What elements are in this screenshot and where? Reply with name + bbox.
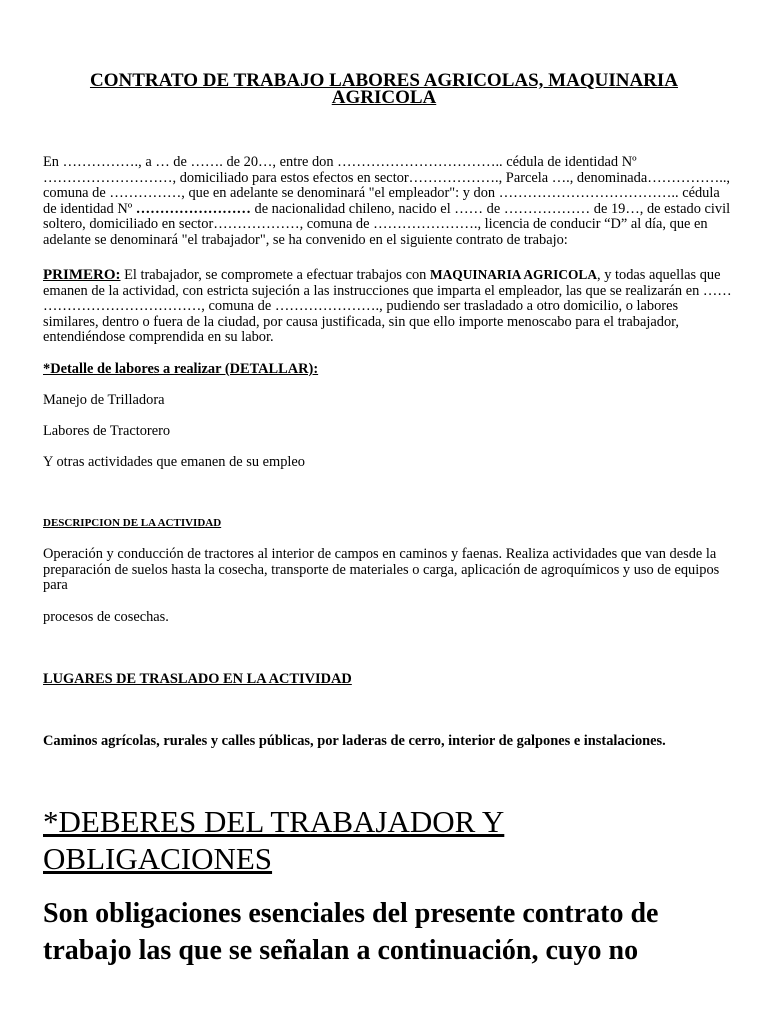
lugares-text: Caminos agrícolas, rurales y calles públicas, por laderas de cerro, interior de galpones e instalaciones. xyxy=(43,733,666,749)
descripcion-text-2: procesos de cosechas. xyxy=(43,609,169,625)
clause-primero-text-a: El trabajador, se compromete a efectuar trabajos con xyxy=(120,267,430,283)
labor-item-2: Labores de Tractorero xyxy=(43,423,171,439)
intro-text: En ……………., a … de ……. de 20…, entre don …………………………….. cédula de identidad Nº ………………………, domiciliado para estos efectos en sector………………., Parcela …., denominada…………….., comuna de ……………, que en adelante se denominará "el empleador": y don ……………………………….. cédula de identidad Nº xyxy=(43,154,731,217)
intro-paragraph xyxy=(43,155,733,249)
intro-text-rest: de nacionalidad chileno, nacido el …… de ……………… de 19…, de estado civil soltero, domiciliado en sector………………, comuna de …………………., licencia de conducir “D” al día, que en adelante se denominará "el trabajador", se ha convenido en el siguiente contrato de trabajo: xyxy=(43,200,731,248)
obligaciones-text: Son obligaciones esenciales del presente contrato de trabajo las que se señalan a continuación, cuyo no xyxy=(43,898,659,966)
clause-primero xyxy=(43,267,733,346)
intro-id-blank: …………………… xyxy=(135,200,251,217)
detalle-heading: *Detalle de labores a realizar (DETALLAR): xyxy=(43,361,319,377)
clause-primero-label: PRIMERO: xyxy=(43,267,121,283)
labor-item-3: Y otras actividades que emanen de su empleo xyxy=(43,454,306,470)
clause-primero-text-b: , y todas aquellas que emanen de la actividad, con estricta sujeción a las instrucciones que imparta el empleador, las que se realizarán en …… ……………………………, comuna de …………………., pudiendo ser trasladado a otro domicilio, o labores similares, dentro o fuera de la ciudad, por causa justificada, sin que ello importe menoscabo para el trabajador, entendiéndose comprendida en su labor. xyxy=(43,267,732,346)
descripcion-text: Operación y conducción de tractores al interior de campos en caminos y faenas. Realiza actividades que van desde la preparación de suelos hasta la cosecha, transporte de materiales o carga, aplicación de agroquímicos y uso de equipos para xyxy=(43,546,720,594)
deberes-heading: *DEBERES DEL TRABAJADOR Y OBLIGACIONES xyxy=(43,804,505,876)
clause-primero-bold: MAQUINARIA AGRICOLA xyxy=(429,267,598,282)
contract-title: CONTRATO DE TRABAJO LABORES AGRICOLAS, MAQUINARIA AGRICOLA xyxy=(89,70,679,108)
lugares-heading: LUGARES DE TRASLADO EN LA ACTIVIDAD xyxy=(43,671,352,687)
labor-item-1: Manejo de Trilladora xyxy=(43,392,165,408)
descripcion-heading: DESCRIPCION DE LA ACTIVIDAD xyxy=(43,517,222,529)
